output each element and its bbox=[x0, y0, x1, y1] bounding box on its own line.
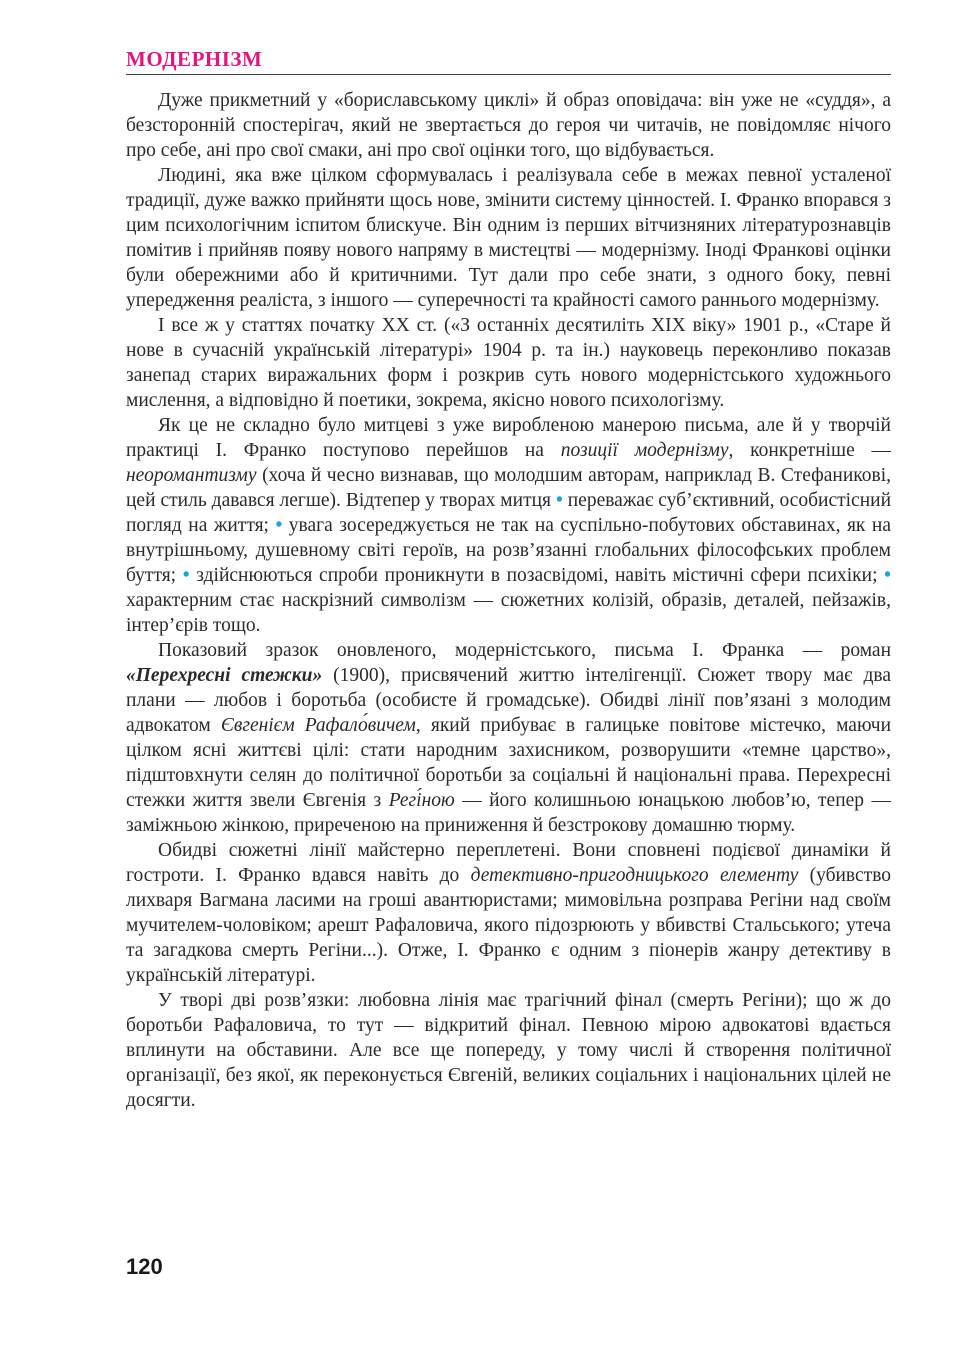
body-text bbox=[126, 88, 891, 1113]
running-header bbox=[126, 47, 891, 75]
paragraph-2: Людині, яка вже цілком сформувалась і реалізувала себе в межах певної усталеної традиції, дуже важко прийняти щось нове, змінити систему цінностей. І. Франко впорався з цим психологічним іспитом блискуче. Він одним із перших вітчизняних літературознавців помітив і прийняв появу нового напряму в мистецтві — модернізму. Іноді Франкові оцінки були обережними або й критичними. Тут дали про себе знати, з одного боку, певні упередження реаліста, з іншого — суперечності та крайності самого раннього модернізму. bbox=[126, 165, 891, 311]
bullet-icon: • bbox=[275, 515, 283, 536]
emphasis-text: позиції модернізму bbox=[560, 440, 729, 461]
paragraph-3: І все ж у статтях початку ХХ ст. («З останніх десятиліть ХІХ віку» 1901 р., «Старе й нове в сучасній українській літературі» 1904 р. та ін.) науковець переконливо показав занепад старих виражальних форм і розкрив суть нового модерністського художнього мислення, а відповідно й поетики, зокрема, якісно нового психологізму. bbox=[126, 315, 891, 411]
emphasis-text: неоромантизму bbox=[126, 465, 257, 486]
section-title: МОДЕРНІЗМ bbox=[126, 47, 263, 71]
emphasis-text: детективно-пригодницького елементу bbox=[470, 865, 799, 886]
bullet-icon: • bbox=[884, 565, 891, 586]
bullet-icon: • bbox=[555, 490, 563, 511]
paragraph-5: Показовий зразок оновленого, модерністського, письма І. Франка — роман «Перехресні стежки» (1900), присвячений життю інтелігенції. Сюжет твору має два плани — любов і боротьба (особисте й громадське). Обидві лінії пов’язані з молодим адвокатом Євгенієм Рафало́вичем, який прибуває в галицьке повітове містечко, маючи цілком ясні життєві цілі: стати народним захисником, розворушити «темне царство», підштовхнути селян до політичної боротьби за соціальні й національні права. Перехресні стежки життя звели Євгенія з Регі́ною — його колишньою юнацькою любов’ю, тепер — заміжньою жінкою, приреченою на приниження й безстрокову домашню тюрму. bbox=[126, 640, 892, 836]
bullet-icon: • bbox=[182, 565, 190, 586]
paragraph-7: У творі дві розв’язки: любовна лінія має трагічний фінал (смерть Регіни); що ж до боротьби Рафаловича, то тут — відкритий фінал. Певною мірою адвокатові вдається вплинути на обставини. Але все ще попереду, у тому числі й створення політичної організації, без якої, як переконується Євгеній, великих соціальних і національних цілей не досягти. bbox=[126, 990, 891, 1111]
novel-title: «Перехресні стежки» bbox=[126, 665, 323, 686]
paragraph-4: Як це не складно було митцеві з уже виробленою манерою письма, але й у творчій практиці І. Франко поступово перейшов на позиції модернізму, конкретніше — неоромантизму (хоча й чесно визнавав, що молодшим авторам, наприклад В. Стефаникові, цей стиль давався легше). Відтепер у творах митця • переважає суб’єктивний, особистісний погляд на життя; • увага зосереджується не так на суспільно-побутових обставинах, як на внутрішньому, душевному світі героїв, на розв’язанні глобальних філософських проблем буття; • здійснюються спроби проникнути в позасвідомі, навіть містичні сфери психіки; • характерним стає наскрізний символізм — сюжетних колізій, образів, деталей, пейзажів, інтер’єрів тощо. bbox=[126, 415, 892, 636]
page-number: 120 bbox=[126, 1254, 163, 1279]
paragraph-1: Дуже прикметний у «бориславському циклі» й образ оповідача: він уже не «суддя», а безсторонній спостерігач, який не звертається до героя чи читачів, не повідомляє нічого про себе, ані про свої смаки, ані про свої оцінки того, що відбувається. bbox=[126, 90, 891, 161]
character-name: Євгенієм Рафало́вичем bbox=[220, 715, 416, 736]
paragraph-6: Обидві сюжетні лінії майстерно переплетені. Вони сповнені подієвої динаміки й гостроти. І. Франко вдався навіть до детективно-пригодницького елементу (убивство лихваря Вагмана ласими на гроші авантюристами; мимовільна розправа Регіни над своїм мучителем-чоловіком; арешт Рафаловича, якого підозрюють у вбивстві Стальського; утеча та загадкова смерть Регіни...). Отже, І. Франко є одним з піонерів жанру детективу в українській літературі. bbox=[126, 840, 892, 986]
character-name: Регі́ною bbox=[388, 790, 455, 811]
